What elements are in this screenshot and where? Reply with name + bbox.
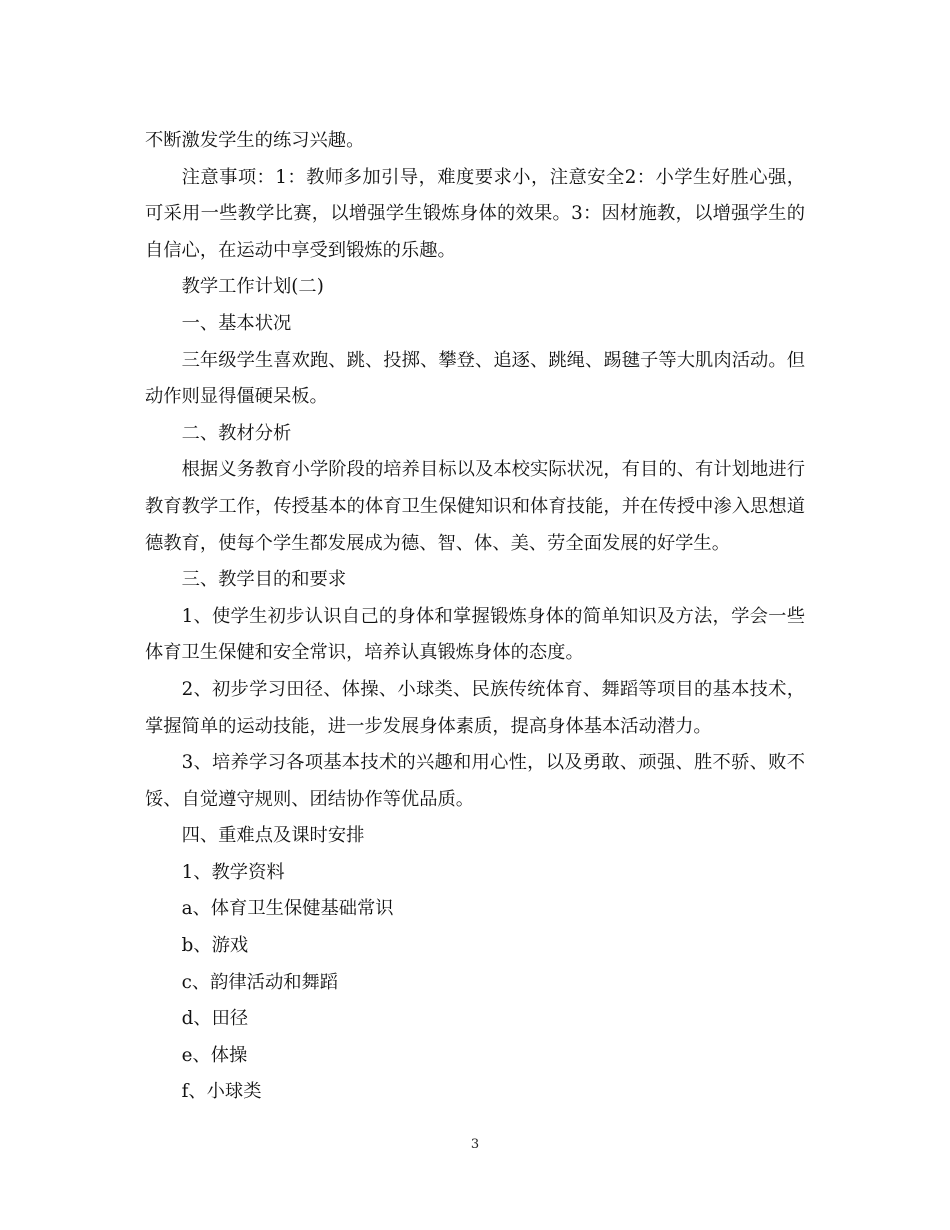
heading-key-points: 四、重难点及课时安排: [181, 825, 365, 847]
heading-material-analysis: 二、教材分析: [181, 422, 292, 444]
list-item-b: b、游戏: [181, 935, 249, 957]
heading-goals: 三、教学目的和要求: [181, 569, 347, 591]
list-item-d: d、田径: [181, 1008, 249, 1030]
heading-basic-situation: 一、基本状况: [181, 312, 292, 334]
page-number: 3: [470, 1137, 480, 1152]
document-body: [145, 123, 805, 1111]
paragraph-continuation: 不断激发学生的练习兴趣。: [145, 130, 365, 151]
list-item-c: c、韵律活动和舞蹈: [181, 971, 339, 993]
section-title-plan-two: 教学工作计划(二): [181, 276, 324, 298]
paragraph-basic-situation: 三年级学生喜欢跑、跳、投掷、攀登、追逐、跳绳、踢毽子等大肌肉活动。但动作则显得僵硬呆板。: [145, 349, 805, 408]
paragraph-goal-1: 1、使学生初步认识自己的身体和掌握锻炼身体的简单知识及方法，学会一些体育卫生保健和安全常识，培养认真锻炼身体的态度。: [145, 605, 805, 664]
paragraph-goal-2: 2、初步学习田径、体操、小球类、民族传统体育、舞蹈等项目的基本技术，掌握简单的运动技能，进一步发展身体素质，提高身体基本活动潜力。: [145, 678, 805, 737]
paragraph-goal-3: 3、培养学习各项基本技术的兴趣和用心性，以及勇敢、顽强、胜不骄、败不馁、自觉遵守规则、团结协作等优品质。: [145, 752, 805, 810]
list-item-e: e、体操: [181, 1044, 248, 1066]
list-item-teaching-materials: 1、教学资料: [181, 861, 285, 883]
paragraph-notes: 注意事项：1：教师多加引导，难度要求小，注意安全2：小学生好胜心强，可采用一些教学比赛，以增强学生锻炼身体的效果。3：因材施教，以增强学生的自信心，在运动中享受到锻炼的乐趣。: [145, 166, 805, 261]
paragraph-material-analysis: 根据义务教育小学阶段的培养目标以及本校实际状况，有目的、有计划地进行教育教学工作，传授基本的体育卫生保健知识和体育技能，并在传授中渗入思想道德教育，使每个学生都发展成为德、智、体、美、劳全面发展的好学生。: [145, 459, 805, 554]
list-item-a: a、体育卫生保健基础常识: [181, 898, 394, 920]
list-item-f: f、小球类: [181, 1081, 262, 1103]
